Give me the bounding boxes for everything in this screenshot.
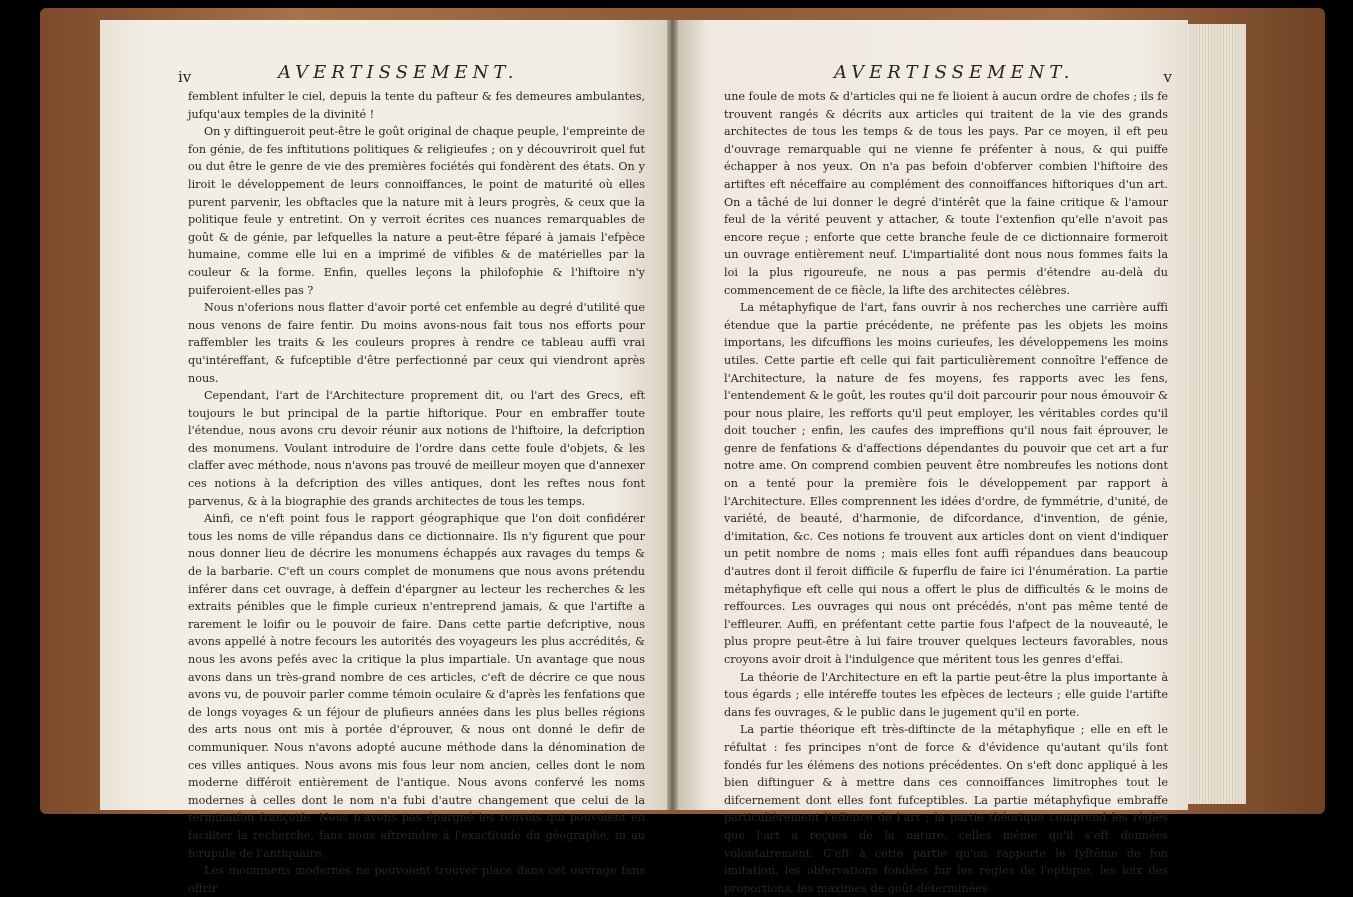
- paragraph: La théorie de l'Architecture en eft la partie peut-être la plus importante à tous égards ; elle intéreffe toutes les efpèces de lecteurs ; elle guide l'artifte dans fes ouvrages, & le public dans le jugement qu'il en porte.: [724, 670, 1168, 719]
- right-page-header: [724, 54, 1172, 86]
- right-running-title: AVERTISSEMENT.: [834, 62, 1075, 83]
- left-running-title: AVERTISSEMENT.: [278, 62, 519, 83]
- left-page-header: [178, 54, 645, 86]
- right-page: [678, 20, 1188, 895]
- paragraph: Ainfi, ce n'eft point fous le rapport géographique que l'on doit confidérer tous les noms de ville répandus dans ce dictionnaire. Ils n'y figurent que pour nous donner lieu de décrire les monumens échappés aux ravages du temps & de la barbarie. C'eft un cours complet de monumens que nous avons prétendu inférer dans cet ouvrage, à deffein d'épargner au lecteur les recherches & les extraits pénibles que le fimple curieux n'entreprend jamais, & que l'artifte a rarement le loifir ou le pouvoir de faire. Dans cette partie defcriptive, nous avons appellé à notre fecours les autorités des voyageurs les plus accrédités, & nous les avons pefés avec la critique la plus impartiale. Un avantage que nous avons dans un très-grand nombre de ces articles, c'eft de décrire ce que nous avons vu, de pouvoir parler comme témoin oculaire & d'après les fenfations que de longs voyages & un féjour de plufieurs années dans les plus belles régions des arts nous ont mis à portée d'éprouver, & nous ont donné le defir de communiquer. Nous n'avons adopté aucune méthode dans la dénomination de ces villes antiques. Nous avons mis fous leur nom ancien, celles dont le nom moderne différoit entièrement de l'antique. Nous avons confervé les noms modernes à celles dont le nom n'a fubi d'autre changement que celui de la terminaifon françoife. Nous n'avons pas épargné les renvois qui pouvoient en faciliter la recherche, fans nous aftreindre à l'exactitude du géographe, ni au fcrupule de l'antiquaire.: [188, 512, 645, 860]
- paragraph: On y diftingueroit peut-être le goût original de chaque peuple, l'empreinte de fon génie, de fes inftitutions politiques & religieufes ; on y découvriroit quel fut ou dut être le genre de vie des premières fociétés qui fondèrent des états. On y liroit le développement de leurs connoiffances, le point de maturité où elles purent parvenir, les obftacles que la nature mit à leurs progrès, & ceux que la politique feule y entretint. On y verroit écrites ces nuances remarquables de goût & de génie, par lefquelles la nature a peut-être féparé à jamais l'efpèce humaine, comme elle lui en a imprimé de vifibles & de matérielles par la couleur & la forme. Enfin, quelles leçons la philofophie & l'hiftoire n'y puiferoient-elles pas ?: [188, 125, 645, 297]
- left-page-text: [188, 88, 645, 897]
- paragraph: La métaphyfique de l'art, fans ouvrir à nos recherches une carrière auffi étendue que la partie précédente, ne préfente pas les objets les moins importans, les difcuffions les moins curieufes, les développemens les moins utiles. Cette partie eft celle qui fait particulièrement connoître l'effence de l'Architecture, la nature de fes moyens, fes rapports avec les fens, l'entendement & le goût, les routes qu'il doit parcourir pour nous émouvoir & pour nous plaire, les refforts qu'il peut employer, les véritables cordes qu'il doit toucher ; enfin, les caufes des impreffions qu'il nous fait éprouver, le genre de fenfations & d'affections dépendantes du pouvoir que cet art a fur notre ame. On comprend combien peuvent être nombreufes les notions dont on a tenté pour la première fois le développement par rapport à l'Architecture. Elles comprennent les idées d'ordre, de fymmétrie, d'unité, de variété, de beauté, d'harmonie, de difcordance, d'invention, de génie, d'imitation, &c. Ces notions fe trouvent aux articles dont on vient d'indiquer un petit nombre de noms ; mais elles font auffi répandues dans beaucoup d'autres dont il feroit difficile & fuperflu de faire ici l'énumération. La partie métaphyfique eft celle qui nous a offert le plus de difficultés & le moins de reffources. Les ouvrages qui nous ont précédés, n'ont pas même tenté de l'effleurer. Auffi, en préfentant cette partie fous l'afpect de la nouveauté, le plus propre peut-être à lui faire trouver quelques lecteurs favorables, nous croyons avoir droit à l'indulgence que méritent tous les genres d'effai.: [724, 301, 1168, 666]
- paragraph: Nous n'oferions nous flatter d'avoir porté cet enfemble au degré d'utilité que nous venons de faire fentir. Du moins avons-nous fait tous nos efforts pour raffembler les traits & les couleurs propres à rendre ce tableau auffi vrai qu'intéreffant, & fufceptible d'être perfectionné par ceux qui viendront après nous.: [188, 301, 645, 385]
- paragraph: La partie théorique eft très-diftincte de la métaphyfique ; elle en eft le réfultat : fes principes n'ont de force & d'évidence qu'autant qu'ils font fondés fur les élémens des notions précédentes. On s'eft donc appliqué à les bien diftinguer & à mettre dans ces connoiffances limitrophes tout le difcernement dont elles font fufceptibles. La partie métaphyfique embraffe particulièrement l'effence de l'art ; la partie théorique comprend les règles que l'art a reçues de la nature, celles même qu'il s'eft données volontairement. C'eft à cette partie qu'on rapporte le fyftême de fon imitation, les obfervations fondées fur les règles de l'optique, les loix des proportions, les maximes de goût déterminées: [724, 723, 1168, 895]
- left-page: [100, 20, 667, 895]
- right-page-text: [724, 88, 1168, 897]
- book-gutter: [667, 20, 678, 810]
- paragraph: Cependant, l'art de l'Architecture proprement dit, ou l'art des Grecs, eft toujours le but principal de la partie hiftorique. Pour en embraffer toute l'étendue, nous avons cru devoir réunir aux notions de l'hiftoire, la defcription des monumens. Voulant introduire de l'ordre dans cette foule d'objets, & les claffer avec méthode, nous n'avons pas trouvé de meilleur moyen que d'annexer ces notions à la defcription des villes antiques, dont les reftes nous font parvenus, & à la biographie des grands architectes de tous les temps.: [188, 389, 645, 508]
- page-edges: [1188, 24, 1246, 804]
- paragraph: femblent infulter le ciel, depuis la tente du pafteur & fes demeures ambulantes, jufqu'aux temples de la divinité !: [188, 90, 645, 121]
- paragraph: Les monumens modernes ne pouvoient trouver place dans cet ouvrage fans offrir: [188, 864, 645, 895]
- paragraph: une foule de mots & d'articles qui ne fe lioient à aucun ordre de chofes ; ils fe trouvent rangés & décrits aux articles qui traitent de la vie des grands architectes de tous les temps & de tous les pays. Par ce moyen, il eft peu d'ouvrage remarquable qui ne vienne fe préfenter à nous, & qui puiffe échapper à nos yeux. On n'a pas befoin d'obferver combien l'hiftoire des artiftes eft néceffaire au complément des connoiffances hiftoriques d'un art. On a tâché de lui donner le degré d'intérêt que la faine critique & l'amour feul de la vérité peuvent y attacher, & toute l'extenfion qu'elle n'avoit pas encore reçue ; enforte que cette branche feule de ce dictionnaire formeroit un ouvrage entièrement neuf. L'impartialité dont nous nous fommes faits la loi la plus rigoureufe, ne nous a pas permis d'étendre au-delà du commencement de ce fiècle, la lifte des architectes célèbres.: [724, 90, 1168, 297]
- right-page-number: v: [1163, 68, 1172, 86]
- left-page-number: iv: [178, 68, 192, 86]
